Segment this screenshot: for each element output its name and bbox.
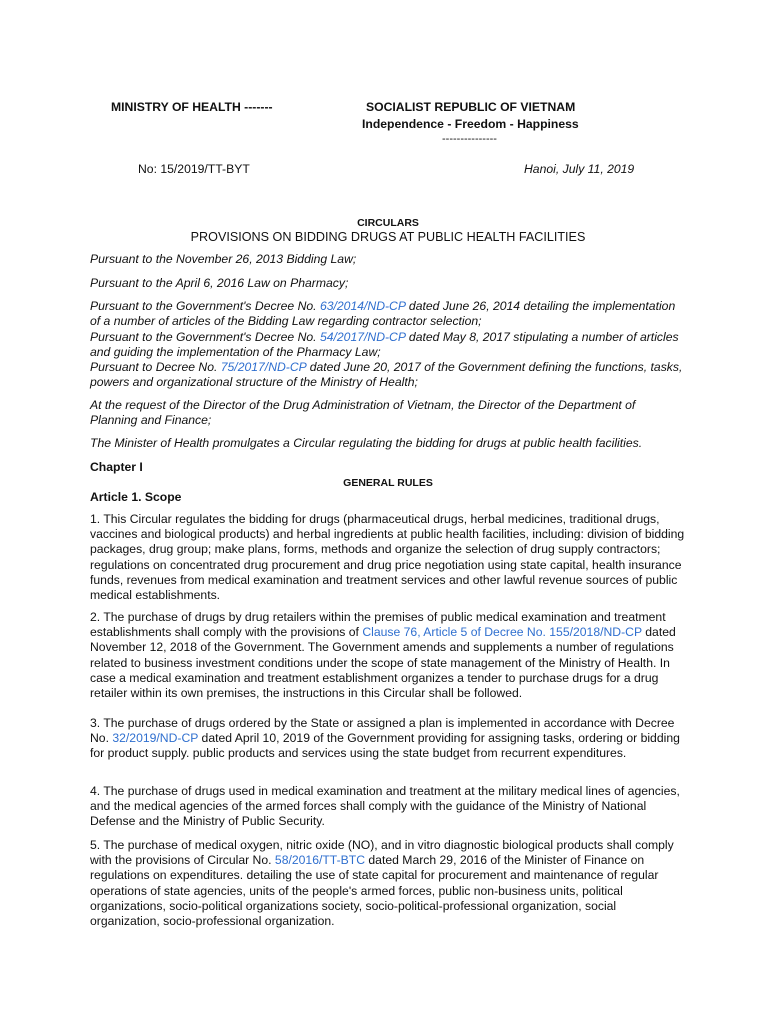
clause-5 — [90, 838, 686, 929]
clause-2 — [90, 610, 686, 701]
preamble-decree-63-text: Pursuant to the Government's Decree No. — [90, 299, 320, 313]
national-motto: Independence - Freedom - Happiness — [362, 117, 579, 131]
republic-header: SOCIALIST REPUBLIC OF VIETNAM — [366, 100, 576, 114]
motto-rule: --------------- — [442, 133, 497, 145]
preamble-decree-75 — [90, 360, 686, 390]
preamble-decree-63-rest: dated June 26, 2014 detailing the implementation of a number of articles of the Bidding Law regarding contractor selection; — [90, 299, 676, 329]
preamble-decree-54-text: Pursuant to the Government's Decree No. — [90, 330, 320, 344]
preamble-decree-75-rest: dated June 20, 2017 of the Government defining the functions, tasks, powers and organizational structure of the Ministry of Health; — [90, 360, 683, 390]
decree-54-link[interactable]: 54/2017/ND-CP — [319, 330, 406, 344]
clause-2-rest: dated November 12, 2018 of the Government. The Government amends and supplements a number of regulations related to business investment conditions under the scope of state management of the Ministry of Health. In case a medical examination and treatment establishment organizes a tender to purchase drugs for a drug retailer within its own premises, the instructions in this Circular shall be followed. — [90, 625, 676, 701]
circular-58-link[interactable]: 58/2016/TT-BTC — [274, 853, 366, 868]
decree-63-link[interactable]: 63/2014/ND-CP — [319, 299, 406, 313]
preamble-request: At the request of the Director of the Drug Administration of Vietnam, the Director of the Department of Planning and Finance; — [90, 398, 636, 428]
preamble-decree-75-text: Pursuant to Decree No. — [90, 360, 221, 374]
preamble-decree-54 — [90, 330, 686, 360]
document-type: CIRCULARS — [357, 217, 419, 229]
place-date: Hanoi, July 11, 2019 — [524, 162, 635, 176]
document-number: No: 15/2019/TT-BYT — [138, 162, 250, 176]
chapter-title: GENERAL RULES — [343, 477, 433, 489]
clause-5-text: 5. The purchase of medical oxygen, nitric oxide (NO), and in vitro diagnostic biological products shall comply with the provisions of Circular No. — [90, 838, 674, 868]
preamble-promulgation: The Minister of Health promulgates a Circular regulating the bidding for drugs at public health facilities. — [90, 436, 643, 450]
clause-3 — [90, 716, 686, 762]
clause-2-text: 2. The purchase of drugs by drug retailers within the premises of public medical examination and treatment establishments shall comply with the provisions of — [90, 610, 666, 640]
decree-155-link[interactable]: Clause 76, Article 5 of Decree No. 155/2018/ND-CP — [362, 625, 642, 640]
preamble-decree-54-rest: dated May 8, 2017 stipulating a number of articles and guiding the implementation of the Pharmacy Law; — [90, 330, 679, 360]
decree-75-link[interactable]: 75/2017/ND-CP — [220, 360, 307, 374]
preamble-bidding-law: Pursuant to the November 26, 2013 Bidding Law; — [90, 252, 357, 266]
clause-1: 1. This Circular regulates the bidding for drugs (pharmaceutical drugs, herbal medicines, traditional drugs, vaccines and biological products) and herbal ingredients at public health facilities, including: division of bidding packages, drug group; make plans, forms, methods and organize the selection of drug supply contractors; regulations on concentrated drug procurement and drug price negotiation using state capital, health insurance funds, revenues from medical examination and treatment services and other lawful revenue sources of public medical establishments. — [90, 512, 685, 603]
article-title: Article 1. Scope — [90, 490, 182, 504]
clause-4: 4. The purchase of drugs used in medical examination and treatment at the military medical lines of agencies, and the medical agencies of the armed forces shall comply with the guidance of the Ministry of National Defense and the Ministry of Public Security. — [90, 784, 680, 829]
chapter-label: Chapter I — [90, 460, 143, 474]
document-title: PROVISIONS ON BIDDING DRUGS AT PUBLIC HEALTH FACILITIES — [190, 230, 586, 244]
clause-3-rest: dated April 10, 2019 of the Government providing for assigning tasks, ordering or bidding for product supply. public products and services using the state budget from recurrent expenditures. — [90, 731, 680, 761]
ministry-header: MINISTRY OF HEALTH ------- — [111, 100, 273, 114]
preamble-pharmacy-law: Pursuant to the April 6, 2016 Law on Pharmacy; — [90, 276, 349, 290]
clause-3-text: 3. The purchase of drugs ordered by the State or assigned a plan is implemented in accordance with Decree No. — [90, 716, 675, 746]
decree-32-link[interactable]: 32/2019/ND-CP — [112, 731, 199, 746]
clause-5-rest: dated March 29, 2016 of the Minister of Finance on regulations on expenditures. detailing the use of state capital for procurement and maintenance of regular operations of state agencies, units of the people's armed forces, public non-business units, political organizations, socio-political organizations society, socio-political-professional organization, social organization, socio-professional organization. — [90, 853, 659, 929]
preamble-decree-63 — [90, 299, 686, 329]
